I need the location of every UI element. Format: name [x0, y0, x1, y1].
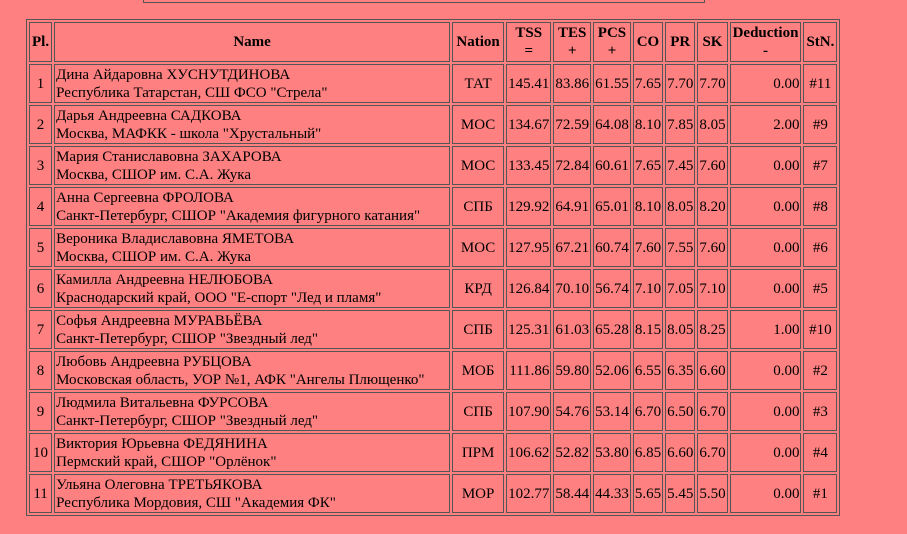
name-cell	[54, 105, 450, 144]
deduction-cell: 0.00	[730, 269, 802, 308]
tss-cell: 129.92	[506, 187, 551, 226]
tes-cell: 58.44	[553, 474, 591, 513]
pr-cell: 8.05	[665, 187, 695, 226]
nation-cell: СПБ	[452, 392, 504, 431]
co-cell: 7.60	[633, 228, 663, 267]
tss-cell: 106.62	[506, 433, 551, 472]
nation-cell: КРД	[452, 269, 504, 308]
nation-cell: МОР	[452, 474, 504, 513]
start-number-cell: #4	[803, 433, 837, 472]
start-number-cell: #1	[803, 474, 837, 513]
header-row	[29, 22, 837, 62]
tss-cell: 127.95	[506, 228, 551, 267]
deduction-cell: 0.00	[730, 64, 802, 103]
table-row	[29, 351, 837, 390]
header-place: Pl.	[29, 22, 52, 62]
deduction-cell: 0.00	[730, 433, 802, 472]
tes-cell: 61.03	[553, 310, 591, 349]
skater-name: Ульяна Олеговна ТРЕТЬЯКОВА	[56, 476, 263, 493]
header-tss	[506, 22, 551, 62]
table-row	[29, 392, 837, 431]
header-pcs-label: PCS	[597, 25, 627, 41]
skater-name: Камилла Андреевна НЕЛЮБОВА	[56, 271, 273, 288]
header-tss-sub: =	[524, 43, 533, 59]
name-cell	[54, 433, 450, 472]
tss-cell: 111.86	[506, 351, 551, 390]
sk-cell: 6.70	[697, 392, 727, 431]
skater-club: Республика Татарстан, СШ ФСО "Стрела"	[56, 84, 328, 101]
tss-cell: 145.41	[506, 64, 551, 103]
name-cell	[54, 310, 450, 349]
pcs-cell: 44.33	[593, 474, 631, 513]
pr-cell: 5.45	[665, 474, 695, 513]
co-cell: 7.65	[633, 64, 663, 103]
co-cell: 8.10	[633, 105, 663, 144]
name-cell	[54, 146, 450, 185]
co-cell: 8.10	[633, 187, 663, 226]
deduction-cell: 1.00	[730, 310, 802, 349]
start-number-cell: #5	[803, 269, 837, 308]
pcs-cell: 53.80	[593, 433, 631, 472]
name-cell	[54, 269, 450, 308]
skater-name: Дарья Андреевна САДКОВА	[56, 107, 242, 124]
header-pcs	[593, 22, 631, 62]
tes-cell: 64.91	[553, 187, 591, 226]
deduction-cell: 0.00	[730, 351, 802, 390]
table-row	[29, 187, 837, 226]
header-name: Name	[54, 22, 450, 62]
pcs-cell: 60.61	[593, 146, 631, 185]
tes-cell: 54.76	[553, 392, 591, 431]
nation-cell: МОС	[452, 228, 504, 267]
header-tes-sub: +	[567, 43, 577, 59]
place-cell: 9	[29, 392, 52, 431]
name-cell	[54, 474, 450, 513]
header-nation: Nation	[452, 22, 504, 62]
table-row	[29, 310, 837, 349]
co-cell: 6.70	[633, 392, 663, 431]
tss-cell: 134.67	[506, 105, 551, 144]
sk-cell: 8.20	[697, 187, 727, 226]
name-cell	[54, 351, 450, 390]
start-number-cell: #11	[803, 64, 837, 103]
deduction-cell: 0.00	[730, 392, 802, 431]
header-pr: PR	[665, 22, 695, 62]
tes-cell: 70.10	[553, 269, 591, 308]
top-table-edge	[143, 0, 705, 3]
skater-club: Санкт-Петербург, СШОР "Академия фигурного катания"	[56, 207, 421, 224]
co-cell: 8.15	[633, 310, 663, 349]
start-number-cell: #7	[803, 146, 837, 185]
pcs-cell: 65.28	[593, 310, 631, 349]
skater-name: Вероника Владиславовна ЯМЕТОВА	[56, 230, 295, 247]
header-deduction-label: Deduction	[732, 25, 799, 41]
place-cell: 8	[29, 351, 52, 390]
pr-cell: 7.85	[665, 105, 695, 144]
co-cell: 7.65	[633, 146, 663, 185]
skater-name: Анна Сергеевна ФРОЛОВА	[56, 189, 234, 206]
co-cell: 6.55	[633, 351, 663, 390]
pr-cell: 7.55	[665, 228, 695, 267]
place-cell: 2	[29, 105, 52, 144]
start-number-cell: #10	[803, 310, 837, 349]
header-tes	[553, 22, 591, 62]
pcs-cell: 56.74	[593, 269, 631, 308]
header-deduction	[730, 22, 802, 62]
skater-name: Софья Андреевна МУРАВЬЁВА	[56, 312, 263, 329]
pr-cell: 6.60	[665, 433, 695, 472]
results-table	[26, 19, 840, 516]
sk-cell: 7.10	[697, 269, 727, 308]
place-cell: 11	[29, 474, 52, 513]
place-cell: 4	[29, 187, 52, 226]
table-row	[29, 433, 837, 472]
co-cell: 5.65	[633, 474, 663, 513]
tss-cell: 126.84	[506, 269, 551, 308]
skater-club: Республика Мордовия, СШ "Академия ФК"	[56, 494, 336, 511]
skater-name: Виктория Юрьевна ФЕДЯНИНА	[56, 435, 268, 452]
place-cell: 1	[29, 64, 52, 103]
deduction-cell: 2.00	[730, 105, 802, 144]
deduction-cell: 0.00	[730, 146, 802, 185]
sk-cell: 6.60	[697, 351, 727, 390]
nation-cell: МОС	[452, 105, 504, 144]
skater-name: Дина Айдаровна ХУСНУТДИНОВА	[56, 66, 291, 83]
pr-cell: 6.35	[665, 351, 695, 390]
pr-cell: 7.70	[665, 64, 695, 103]
start-number-cell: #9	[803, 105, 837, 144]
place-cell: 10	[29, 433, 52, 472]
header-start-number: StN.	[803, 22, 837, 62]
skater-club: Москва, МАФКК - школа "Хрустальный"	[56, 125, 322, 142]
sk-cell: 6.70	[697, 433, 727, 472]
skater-club: Санкт-Петербург, СШОР "Звездный лед"	[56, 412, 319, 429]
sk-cell: 8.25	[697, 310, 727, 349]
nation-cell: СПБ	[452, 187, 504, 226]
pcs-cell: 61.55	[593, 64, 631, 103]
pr-cell: 6.50	[665, 392, 695, 431]
skater-club: Москва, СШОР им. С.А. Жука	[56, 248, 252, 265]
table-row	[29, 146, 837, 185]
deduction-cell: 0.00	[730, 228, 802, 267]
skater-club: Пермский край, СШОР "Орлёнок"	[56, 453, 277, 470]
place-cell: 3	[29, 146, 52, 185]
skater-club: Санкт-Петербург, СШОР "Звездный лед"	[56, 330, 319, 347]
co-cell: 7.10	[633, 269, 663, 308]
start-number-cell: #6	[803, 228, 837, 267]
pcs-cell: 53.14	[593, 392, 631, 431]
tes-cell: 52.82	[553, 433, 591, 472]
tss-cell: 125.31	[506, 310, 551, 349]
nation-cell: ПРМ	[452, 433, 504, 472]
skater-name: Любовь Андреевна РУБЦОВА	[56, 353, 252, 370]
header-sk: SK	[697, 22, 727, 62]
header-tes-label: TES	[558, 25, 587, 41]
table-row	[29, 474, 837, 513]
header-tss-label: TSS	[515, 25, 543, 41]
skater-name: Мария Станиславовна ЗАХАРОВА	[56, 148, 282, 165]
deduction-cell: 0.00	[730, 474, 802, 513]
header-co: CO	[633, 22, 663, 62]
start-number-cell: #2	[803, 351, 837, 390]
pcs-cell: 64.08	[593, 105, 631, 144]
tes-cell: 83.86	[553, 64, 591, 103]
name-cell	[54, 187, 450, 226]
skater-club: Краснодарский край, ООО "Е-спорт "Лед и пламя"	[56, 289, 382, 306]
pr-cell: 7.05	[665, 269, 695, 308]
name-cell	[54, 228, 450, 267]
tes-cell: 72.84	[553, 146, 591, 185]
co-cell: 6.85	[633, 433, 663, 472]
sk-cell: 8.05	[697, 105, 727, 144]
pr-cell: 8.05	[665, 310, 695, 349]
name-cell	[54, 392, 450, 431]
tes-cell: 59.80	[553, 351, 591, 390]
sk-cell: 7.60	[697, 228, 727, 267]
pcs-cell: 52.06	[593, 351, 631, 390]
tss-cell: 102.77	[506, 474, 551, 513]
table-row	[29, 228, 837, 267]
tss-cell: 133.45	[506, 146, 551, 185]
table-row	[29, 105, 837, 144]
skater-club: Московская область, УОР №1, АФК "Ангелы Плющенко"	[56, 371, 425, 388]
pr-cell: 7.45	[665, 146, 695, 185]
place-cell: 7	[29, 310, 52, 349]
nation-cell: МОС	[452, 146, 504, 185]
nation-cell: СПБ	[452, 310, 504, 349]
sk-cell: 5.50	[697, 474, 727, 513]
sk-cell: 7.70	[697, 64, 727, 103]
sk-cell: 7.60	[697, 146, 727, 185]
table-row	[29, 269, 837, 308]
nation-cell: МОБ	[452, 351, 504, 390]
tes-cell: 72.59	[553, 105, 591, 144]
skater-name: Людмила Витальевна ФУРСОВА	[56, 394, 269, 411]
nation-cell: ТАТ	[452, 64, 504, 103]
name-cell	[54, 64, 450, 103]
header-pcs-sub: +	[607, 43, 617, 59]
deduction-cell: 0.00	[730, 187, 802, 226]
pcs-cell: 60.74	[593, 228, 631, 267]
pcs-cell: 65.01	[593, 187, 631, 226]
tss-cell: 107.90	[506, 392, 551, 431]
skater-club: Москва, СШОР им. С.А. Жука	[56, 166, 252, 183]
header-deduction-sub: -	[763, 43, 769, 59]
place-cell: 5	[29, 228, 52, 267]
start-number-cell: #8	[803, 187, 837, 226]
tes-cell: 67.21	[553, 228, 591, 267]
start-number-cell: #3	[803, 392, 837, 431]
place-cell: 6	[29, 269, 52, 308]
table-row	[29, 64, 837, 103]
